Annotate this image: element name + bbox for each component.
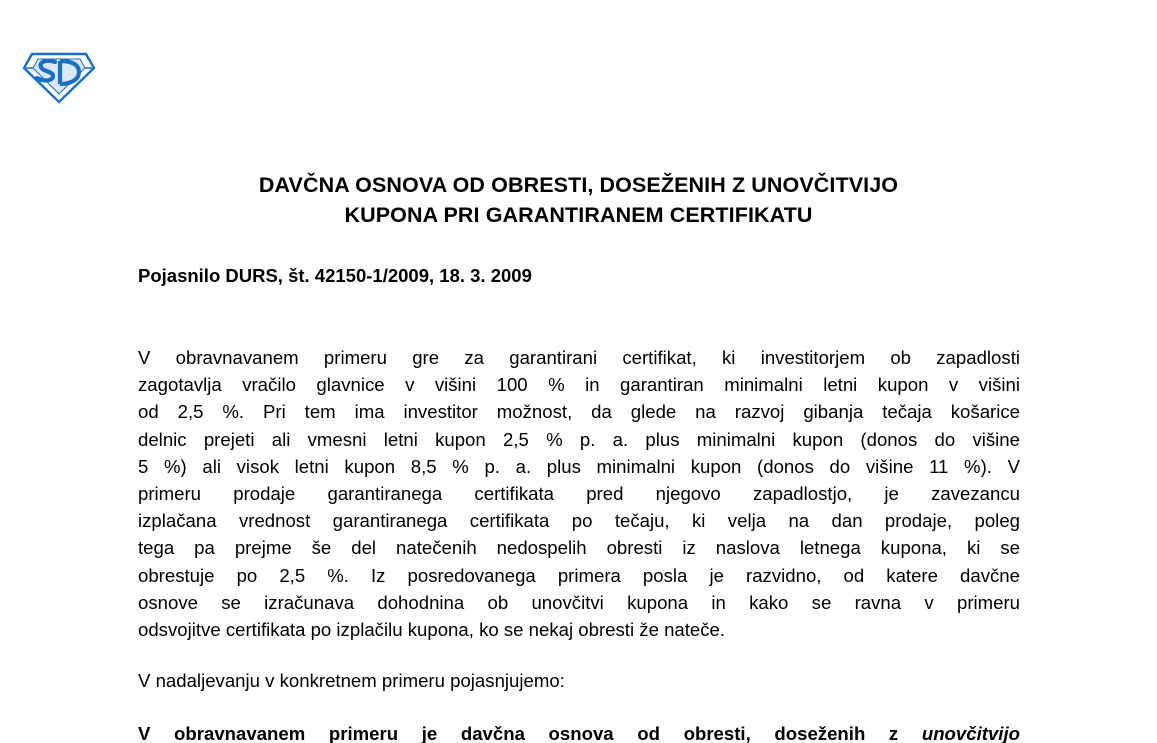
document-reference: Pojasnilo DURS, št. 42150-1/2009, 18. 3. 2009 bbox=[138, 265, 532, 286]
sd-shield-logo-icon bbox=[22, 50, 96, 104]
paragraph-line: 5 %) ali visok letni kupon 8,5 % p. a. plus minimalni kupon (donos do višine 11 %). V bbox=[138, 455, 1020, 477]
title-line-2: KUPONA PRI GARANTIRANEM CERTIFIKATU bbox=[344, 203, 813, 227]
paragraph-line: V obravnavanem primeru gre za garantirani certifikat, ki investitorjem ob zapadlosti bbox=[138, 347, 1020, 368]
paragraph-line: primeru prodaje garantiranega certifikata pred njegovo zapadlostjo, je zavezancu bbox=[138, 483, 1020, 505]
paragraph-explanation: V nadaljevanju v konkretnem primeru pojasnjujemo: bbox=[138, 670, 565, 691]
paragraph-line: od 2,5 %. Pri tem ima investitor možnost, da glede na razvoj gibanja tečaja košarice bbox=[138, 401, 1020, 423]
paragraph-conclusion bbox=[138, 720, 1020, 743]
title-line-1: DAVČNA OSNOVA OD OBRESTI, DOSEŽENIH Z UNOVČITVIJO bbox=[258, 173, 899, 197]
paragraph-line: delnic prejeti ali vmesni letni kupon 2,5 % p. a. plus minimalni kupon (donos do višine bbox=[138, 428, 1020, 450]
paragraph-line: odsvojitve certifikata po izplačilu kupona, ko se nekaj obresti že nateče. bbox=[138, 619, 726, 641]
paragraph-conclusion-text: V obravnavanem primeru je davčna osnova od obresti, doseženih z bbox=[138, 723, 922, 743]
paragraph-line: izplačana vrednost garantiranega certifikata po tečaju, ki velja na dan prodaje, poleg bbox=[138, 510, 1020, 532]
document-title bbox=[100, 170, 1057, 230]
paragraph-intro bbox=[138, 344, 1020, 643]
paragraph-line: tega pa prejme še del natečenih nedospelih obresti iz naslova letnega kupona, ki se bbox=[138, 537, 1020, 559]
paragraph-conclusion-italic: unovčitvijo bbox=[921, 723, 1020, 743]
paragraph-line: obrestuje po 2,5 %. Iz posredovanega primera posla je razvidno, od katere davčne bbox=[138, 564, 1020, 586]
paragraph-line: osnove se izračunava dohodnina ob unovčitvi kupona in kako se ravna v primeru bbox=[138, 591, 1020, 613]
paragraph-line: zagotavlja vračilo glavnice v višini 100 % in garantiran minimalni letni kupon v višini bbox=[138, 374, 1020, 396]
